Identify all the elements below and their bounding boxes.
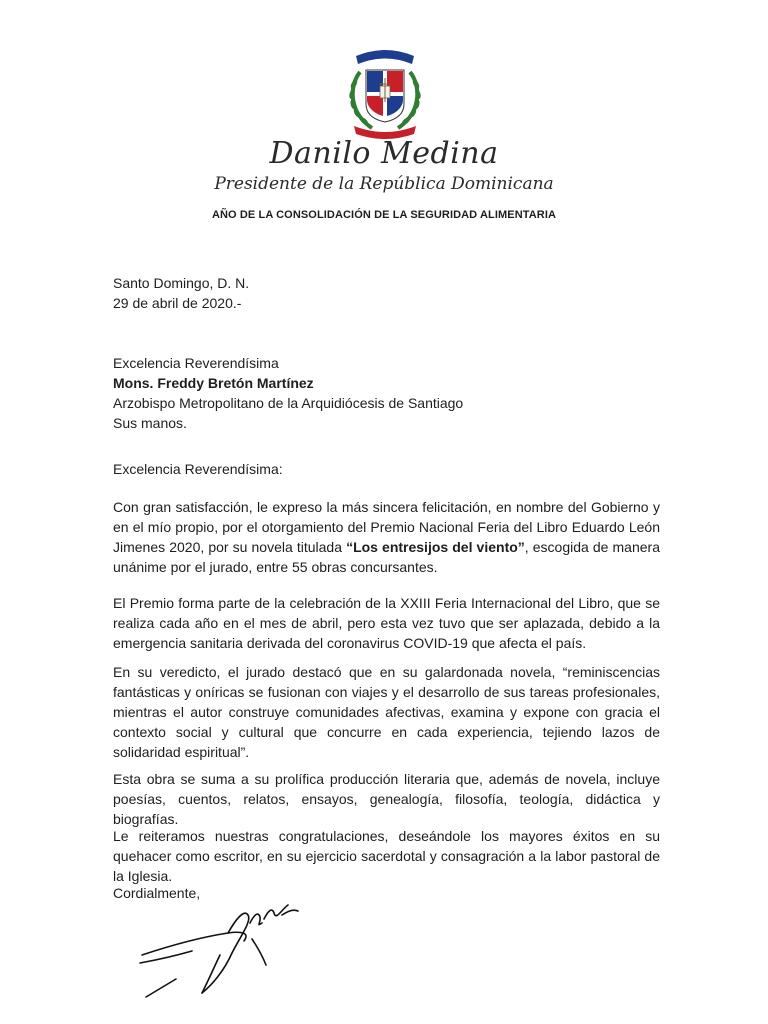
paragraph-4: Esta obra se suma a su prolífica producción literaria que, además de novela, incluye poesías, cuentos, relatos, ensayos, genealogía, filosofía, teología, didáctica y biografías.: [113, 771, 660, 827]
recipient-name: Mons. Freddy Bretón Martínez: [113, 375, 314, 391]
signature-icon: [132, 893, 322, 1003]
date-block: [113, 273, 660, 313]
coat-of-arms-icon: [342, 42, 428, 142]
recipient-block: [113, 353, 660, 433]
year-motto: AÑO DE LA CONSOLIDACIÓN DE LA SEGURIDAD ALIMENTARIA: [211, 209, 557, 221]
paragraph-1-end: , escogida de manera unánime por el jurado, entre 55 obras concursantes.: [113, 539, 660, 575]
paragraph-1-intro: Con gran satisfacción, le expreso la más sincera felicitación, en nombre del Gobierno y en el mío propio, por el otorgamiento del Premio Nacional Feria del Libro Eduardo León Jimenes 2020, por su novela titulada: [113, 499, 660, 555]
paragraph-3: En su veredicto, el jurado destacó que en su galardonada novela, “reminiscencias fantásticas y oníricas se fusionan con viajes y el desarrollo de sus tareas profesionales, mientras el autor construye comunidades afectivas, examina y expone con gracia el contexto social y cultural que concurre en cada experiencia, tejiendo lazos de solidaridad espiritual”.: [113, 664, 660, 760]
place-line: Santo Domingo, D. N.: [113, 275, 250, 291]
president-name: Danilo Medina: [269, 136, 499, 171]
recipient-treatment: Excelencia Reverendísima: [113, 355, 279, 371]
closing: Cordialmente,: [113, 885, 201, 901]
salutation: Excelencia Reverendísima:: [113, 461, 283, 477]
novel-title: “Los entresijos del viento”: [346, 539, 525, 555]
president-title: Presidente de la República Dominicana: [214, 174, 554, 194]
date-line: 29 de abril de 2020.-: [113, 295, 242, 311]
recipient-delivery: Sus manos.: [113, 415, 187, 431]
recipient-title: Arzobispo Metropolitano de la Arquidiócesis de Santiago: [113, 395, 464, 411]
paragraph-1: [113, 497, 660, 577]
paragraph-2: El Premio forma parte de la celebración de la XXIII Feria Internacional del Libro, que se realiza cada año en el mes de abril, pero esta vez tuvo que ser aplazada, debido a la emergencia sanitaria derivada del coronavirus COVID-19 que afecta el país.: [113, 595, 660, 651]
paragraph-5: Le reiteramos nuestras congratulaciones, deseándole los mayores éxitos en su quehacer como escritor, en su ejercicio sacerdotal y consagración a la labor pastoral de la Iglesia.: [113, 828, 660, 884]
